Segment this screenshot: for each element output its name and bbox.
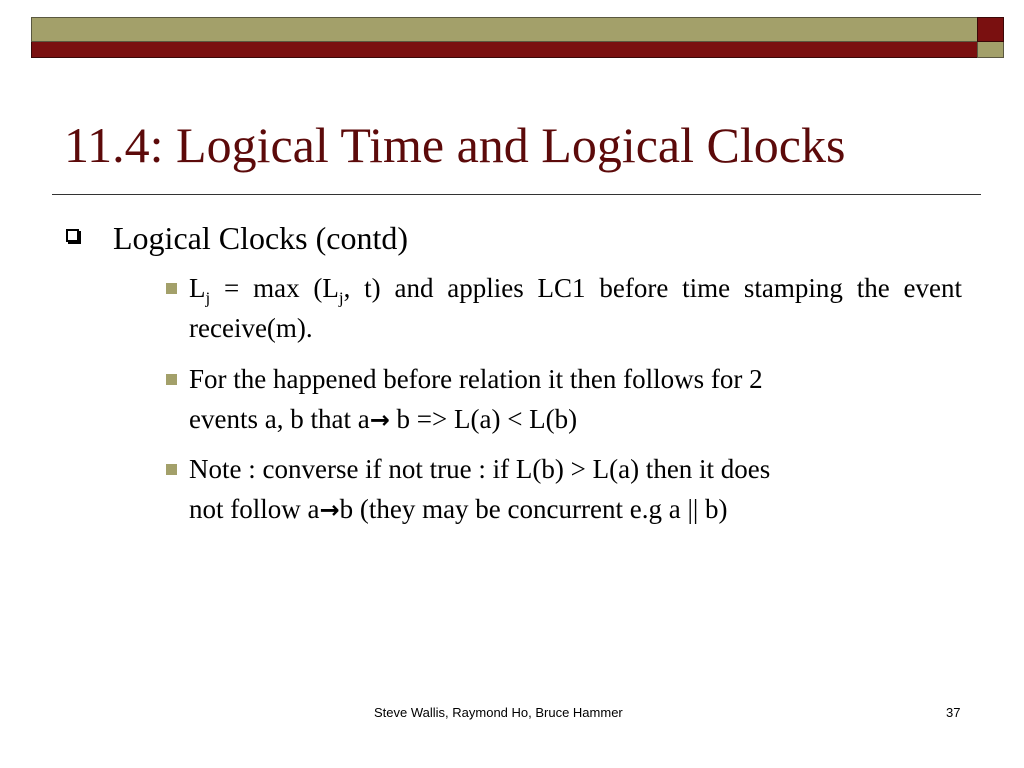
sub-bullet-2-line2: [189, 399, 962, 440]
sub-bullet-1-rest: , t) and applies LC1 before time stamping the event receive(m).: [189, 273, 962, 343]
hollow-square-bullet-icon: [66, 229, 79, 242]
header-corner-olive: [977, 42, 1004, 58]
title-divider: [52, 194, 981, 195]
sub-bullet-2-text: [189, 359, 962, 440]
sub-bullet-3-line2: [189, 489, 962, 530]
slide-title: 11.4: Logical Time and Logical Clocks: [64, 117, 846, 173]
right-arrow-icon: →: [369, 406, 390, 434]
header-band-maroon: [31, 42, 977, 58]
header-band-olive: [31, 17, 977, 42]
lamport-var-l: L: [189, 273, 206, 303]
subscript-j: j: [205, 288, 211, 308]
footer-authors: Steve Wallis, Raymond Ho, Bruce Hammer: [374, 705, 623, 720]
square-bullet-icon: [166, 283, 177, 294]
sub-bullet-3-pre-arrow: not follow a: [189, 494, 320, 524]
sub-bullet-3-text: [189, 449, 962, 530]
lamport-var-l: L: [322, 273, 339, 303]
subscript-j: j: [338, 288, 344, 308]
sub-bullet-1: [166, 268, 962, 350]
sub-bullet-3-post-arrow: b (they may be concurrent e.g a || b): [339, 494, 728, 524]
equation-text: = max (: [210, 273, 323, 303]
square-bullet-icon: [166, 374, 177, 385]
level1-bullet-text: Logical Clocks (contd): [113, 220, 409, 256]
sub-bullet-3-line1: Note : converse if not true : if L(b) > L(a) then it does: [189, 454, 771, 484]
sub-bullet-1-text: [189, 268, 962, 348]
square-bullet-icon: [166, 464, 177, 475]
sub-bullet-2-post-arrow: b => L(a) < L(b): [389, 404, 578, 434]
right-arrow-icon: →: [319, 496, 340, 524]
slide-number: 37: [946, 705, 961, 720]
sub-bullet-2-line1: For the happened before relation it then follows for 2: [189, 364, 763, 394]
sub-bullet-3: [166, 449, 962, 531]
sub-bullet-2-pre-arrow: events a, b that a: [189, 404, 370, 434]
header-corner-maroon: [977, 17, 1004, 42]
sub-bullet-2: [166, 359, 962, 441]
